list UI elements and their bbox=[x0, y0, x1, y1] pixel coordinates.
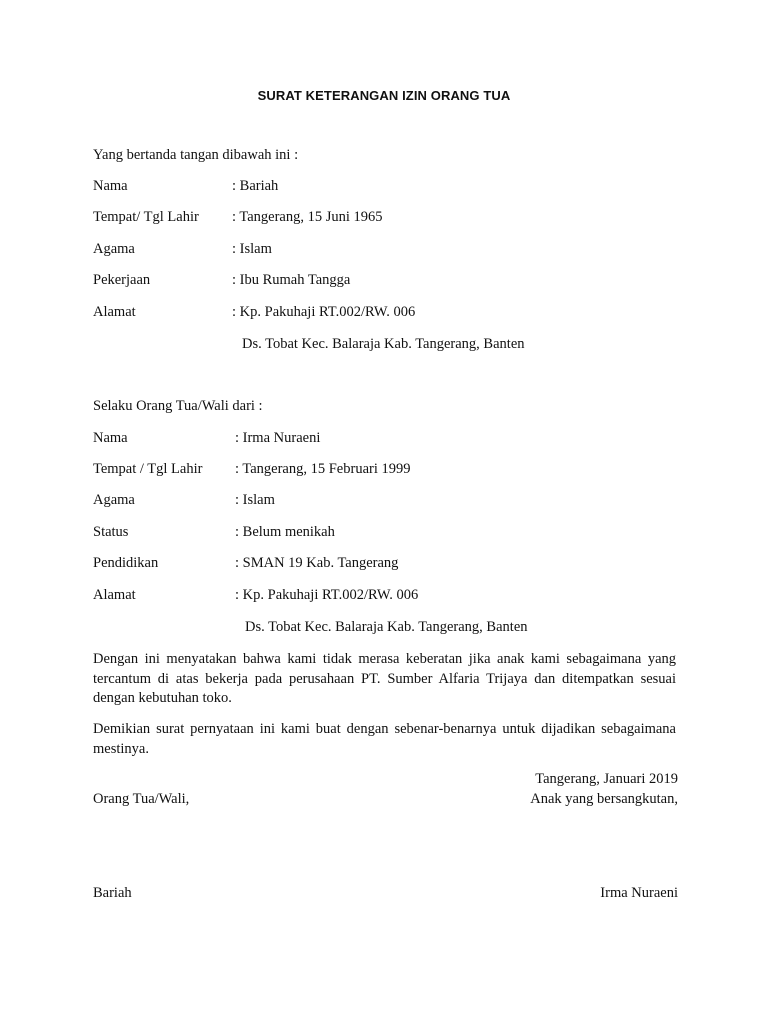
parent-address-continued: Ds. Tobat Kec. Balaraja Kab. Tangerang, Banten bbox=[242, 336, 525, 352]
field-label: Pekerjaan bbox=[93, 272, 151, 288]
signature-right-name: Irma Nuraeni bbox=[600, 885, 678, 901]
field-label: Pendidikan bbox=[93, 555, 159, 571]
field-label: Status bbox=[93, 524, 129, 540]
field-value: : Islam bbox=[235, 492, 275, 508]
field-label: Tempat/ Tgl Lahir bbox=[93, 209, 199, 225]
field-value: : Irma Nuraeni bbox=[235, 430, 321, 446]
field-value: : Belum menikah bbox=[235, 524, 335, 540]
child-address-continued: Ds. Tobat Kec. Balaraja Kab. Tangerang, Banten bbox=[245, 619, 528, 635]
signature-left-role: Orang Tua/Wali, bbox=[93, 791, 190, 807]
field-value: : SMAN 19 Kab. Tangerang bbox=[235, 555, 399, 571]
field-value: : Islam bbox=[232, 241, 272, 257]
statement-paragraph: Dengan ini menyatakan bahwa kami tidak merasa keberatan jika anak kami sebagaimana yang tercantum di atas bekerja pada perusahaan PT. Sumber Alfaria Trijaya dan ditempatkan sesuai dengan kebutuhan toko. bbox=[93, 651, 676, 706]
intro-text: Yang bertanda tangan dibawah ini : bbox=[93, 147, 299, 163]
field-value: : Tangerang, 15 Juni 1965 bbox=[232, 209, 383, 225]
signature-right-role: Anak yang bersangkutan, bbox=[530, 791, 678, 807]
field-label: Alamat bbox=[93, 587, 136, 603]
field-label: Nama bbox=[93, 178, 128, 194]
field-label: Agama bbox=[93, 241, 135, 257]
guardian-intro: Selaku Orang Tua/Wali dari : bbox=[93, 398, 263, 414]
closing-paragraph: Demikian surat pernyataan ini kami buat dengan sebenar-benarnya untuk dijadikan sebagaimana mestinya. bbox=[93, 721, 676, 757]
field-label: Alamat bbox=[93, 304, 136, 320]
signature-left-name: Bariah bbox=[93, 885, 132, 901]
field-label: Nama bbox=[93, 430, 128, 446]
field-label: Agama bbox=[93, 492, 135, 508]
field-value: : Tangerang, 15 Februari 1999 bbox=[235, 461, 411, 477]
field-label: Tempat / Tgl Lahir bbox=[93, 461, 203, 477]
field-value: : Ibu Rumah Tangga bbox=[232, 272, 351, 288]
field-value: : Kp. Pakuhaji RT.002/RW. 006 bbox=[232, 304, 416, 320]
place-date: Tangerang, Januari 2019 bbox=[535, 771, 678, 787]
letter-title: SURAT KETERANGAN IZIN ORANG TUA bbox=[257, 88, 511, 103]
field-value: : Bariah bbox=[232, 178, 279, 194]
field-value: : Kp. Pakuhaji RT.002/RW. 006 bbox=[235, 587, 419, 603]
